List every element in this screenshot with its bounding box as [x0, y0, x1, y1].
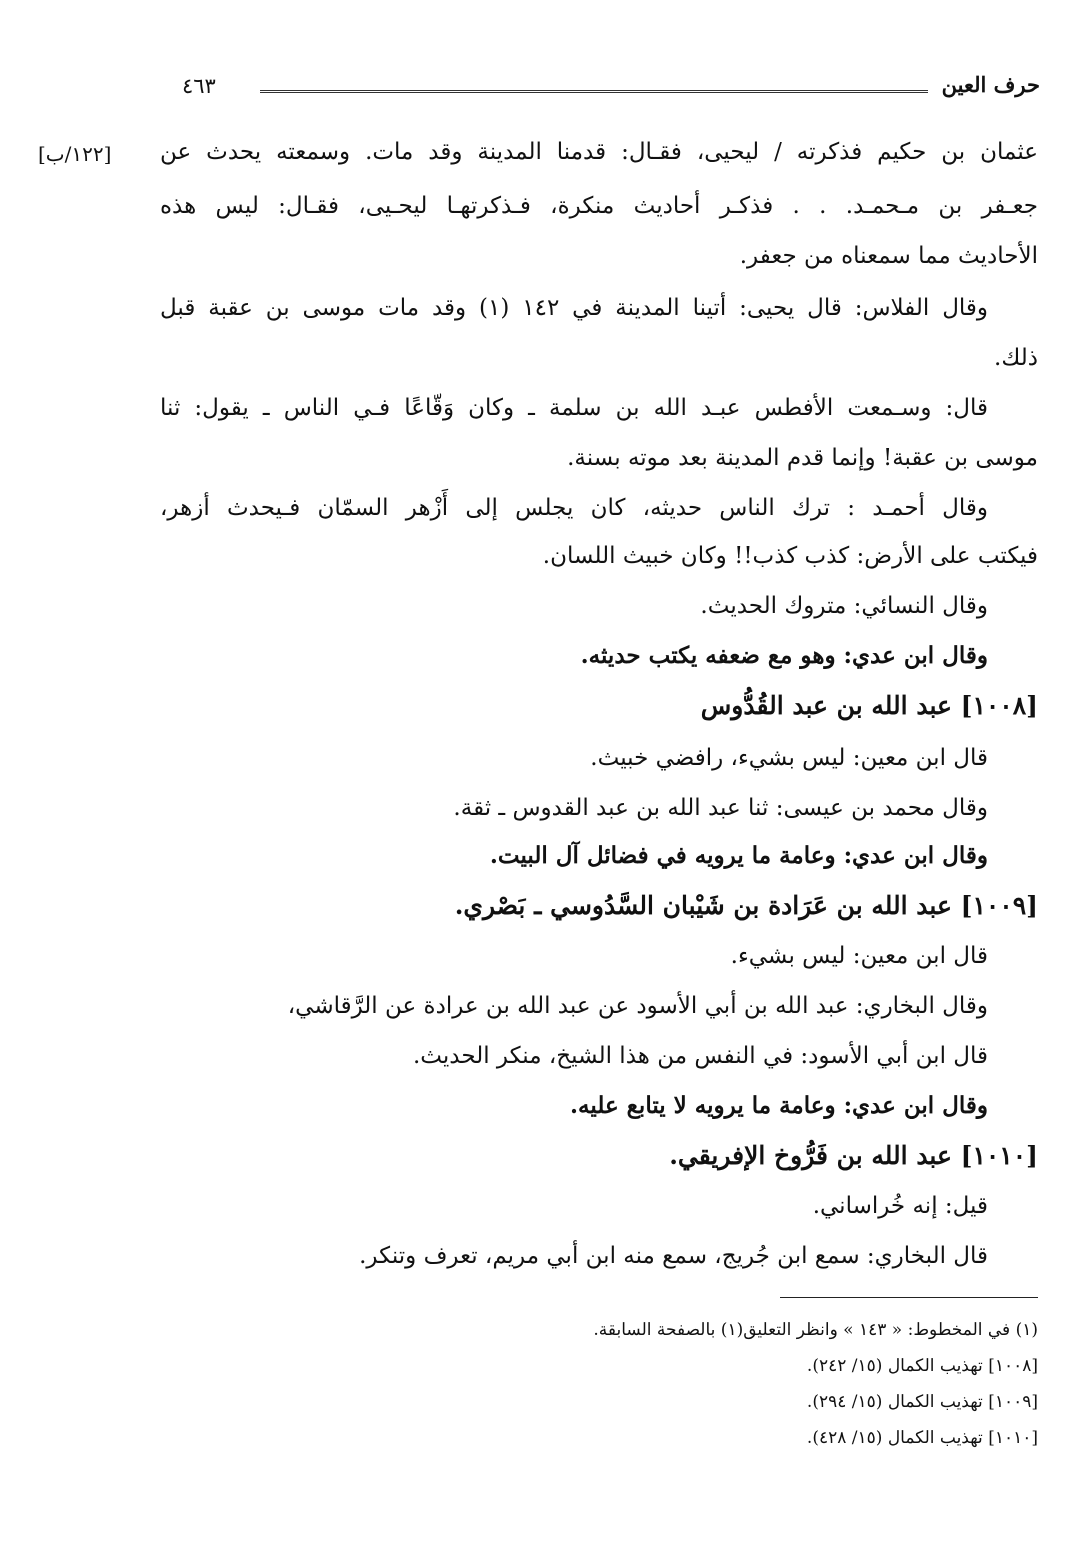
body-line: عثمان بن حكيم فذكرته / ليحيى، فقـال: قدمنا المدينة وقد مات. وسمعته يحدث عن	[160, 139, 1038, 165]
body-line: قيل: إنه خُراساني.	[812, 1193, 988, 1219]
body-line: جعـفر بن مـحمـد. . . فذكـر أحاديث منكرة، فـذكرتهـا ليحـيى، فقـال: ليس هذه	[160, 193, 1038, 219]
body-line: قال ابن معين: ليس بشيء، رافضي خبيث.	[590, 745, 988, 771]
running-title: حرف العين	[941, 72, 1040, 97]
entry-heading-1009: [١٠٠٩] عبد الله بن عَرَادة بن شَيْبان السَّدُوسي ـ بَصْري.	[454, 891, 1038, 920]
body-line: موسى بن عقبة! وإنما قدم المدينة بعد موته بسنة.	[567, 445, 1038, 471]
entry-heading-1010: [١٠١٠] عبد الله بن فَرُّوخ الإفريقي.	[669, 1141, 1038, 1170]
body-line: قال: وسـمعت الأفطس عبـد الله بن سلمة ـ وكان وَقّاعًا فـي الناس ـ يقول: ثنا	[160, 395, 988, 421]
body-line: وقال ابن عدي: وهو مع ضعفه يكتب حديثه.	[580, 642, 988, 669]
body-line: وقال ابن عدي: وعامة ما يرويه لا يتابع عليه.	[570, 1092, 988, 1119]
body-line: وقال البخاري: عبد الله بن أبي الأسود عن عبد الله بن عرادة عن الرَّقاشي،	[287, 993, 988, 1019]
footnote: [١٠١٠] تهذيب الكمال (١٥/ ٤٢٨).	[806, 1428, 1038, 1448]
body-line: وقال النسائي: متروك الحديث.	[700, 593, 988, 619]
body-line: وقال أحمـد : ترك الناس حديثه، كان يجلس إلى أَزْهر السمّان فـيحدث أزهر،	[160, 495, 988, 521]
body-line: وقال محمد بن عيسى: ثنا عبد الله بن عبد القدوس ـ ثقة.	[453, 795, 988, 821]
body-line: الأحاديث مما سمعناه من جعفر.	[739, 243, 1038, 269]
entry-heading-1008: [١٠٠٨] عبد الله بن عبد القُدُّوس	[700, 691, 1038, 720]
footnote: [١٠٠٨] تهذيب الكمال (١٥/ ٢٤٢).	[806, 1356, 1038, 1376]
page-number: ٤٦٣	[182, 74, 216, 98]
body-line: وقال ابن عدي: وعامة ما يرويه في فضائل آل البيت.	[489, 842, 988, 869]
body-line: وقال الفلاس: قال يحيى: أتينا المدينة في ١٤٢ (١) وقد مات موسى بن عقبة قبل	[160, 295, 989, 321]
footnote-rule	[780, 1297, 1038, 1298]
body-line: ذلك.	[994, 345, 1038, 371]
body-line: قال ابن معين: ليس بشيء.	[730, 943, 988, 969]
manuscript-folio-note: [١٢٢/ب]	[38, 142, 112, 166]
footnote: [١٠٠٩] تهذيب الكمال (١٥/ ٢٩٤).	[806, 1392, 1038, 1412]
body-line: قال البخاري: سمع ابن جُريج، سمع منه ابن أبي مريم، تعرف وتنكر.	[359, 1243, 988, 1269]
header-rule	[260, 90, 928, 93]
page-header	[160, 68, 1040, 108]
body-line: فيكتب على الأرض: كذب كذب!! وكان خبيث اللسان.	[542, 543, 1038, 569]
footnote: (١) في المخطوط: « ١٤٣ » وانظر التعليق(١) بالصفحة السابقة.	[593, 1320, 1038, 1340]
body-line: قال ابن أبي الأسود: في النفس من هذا الشيخ، منكر الحديث.	[412, 1043, 988, 1069]
